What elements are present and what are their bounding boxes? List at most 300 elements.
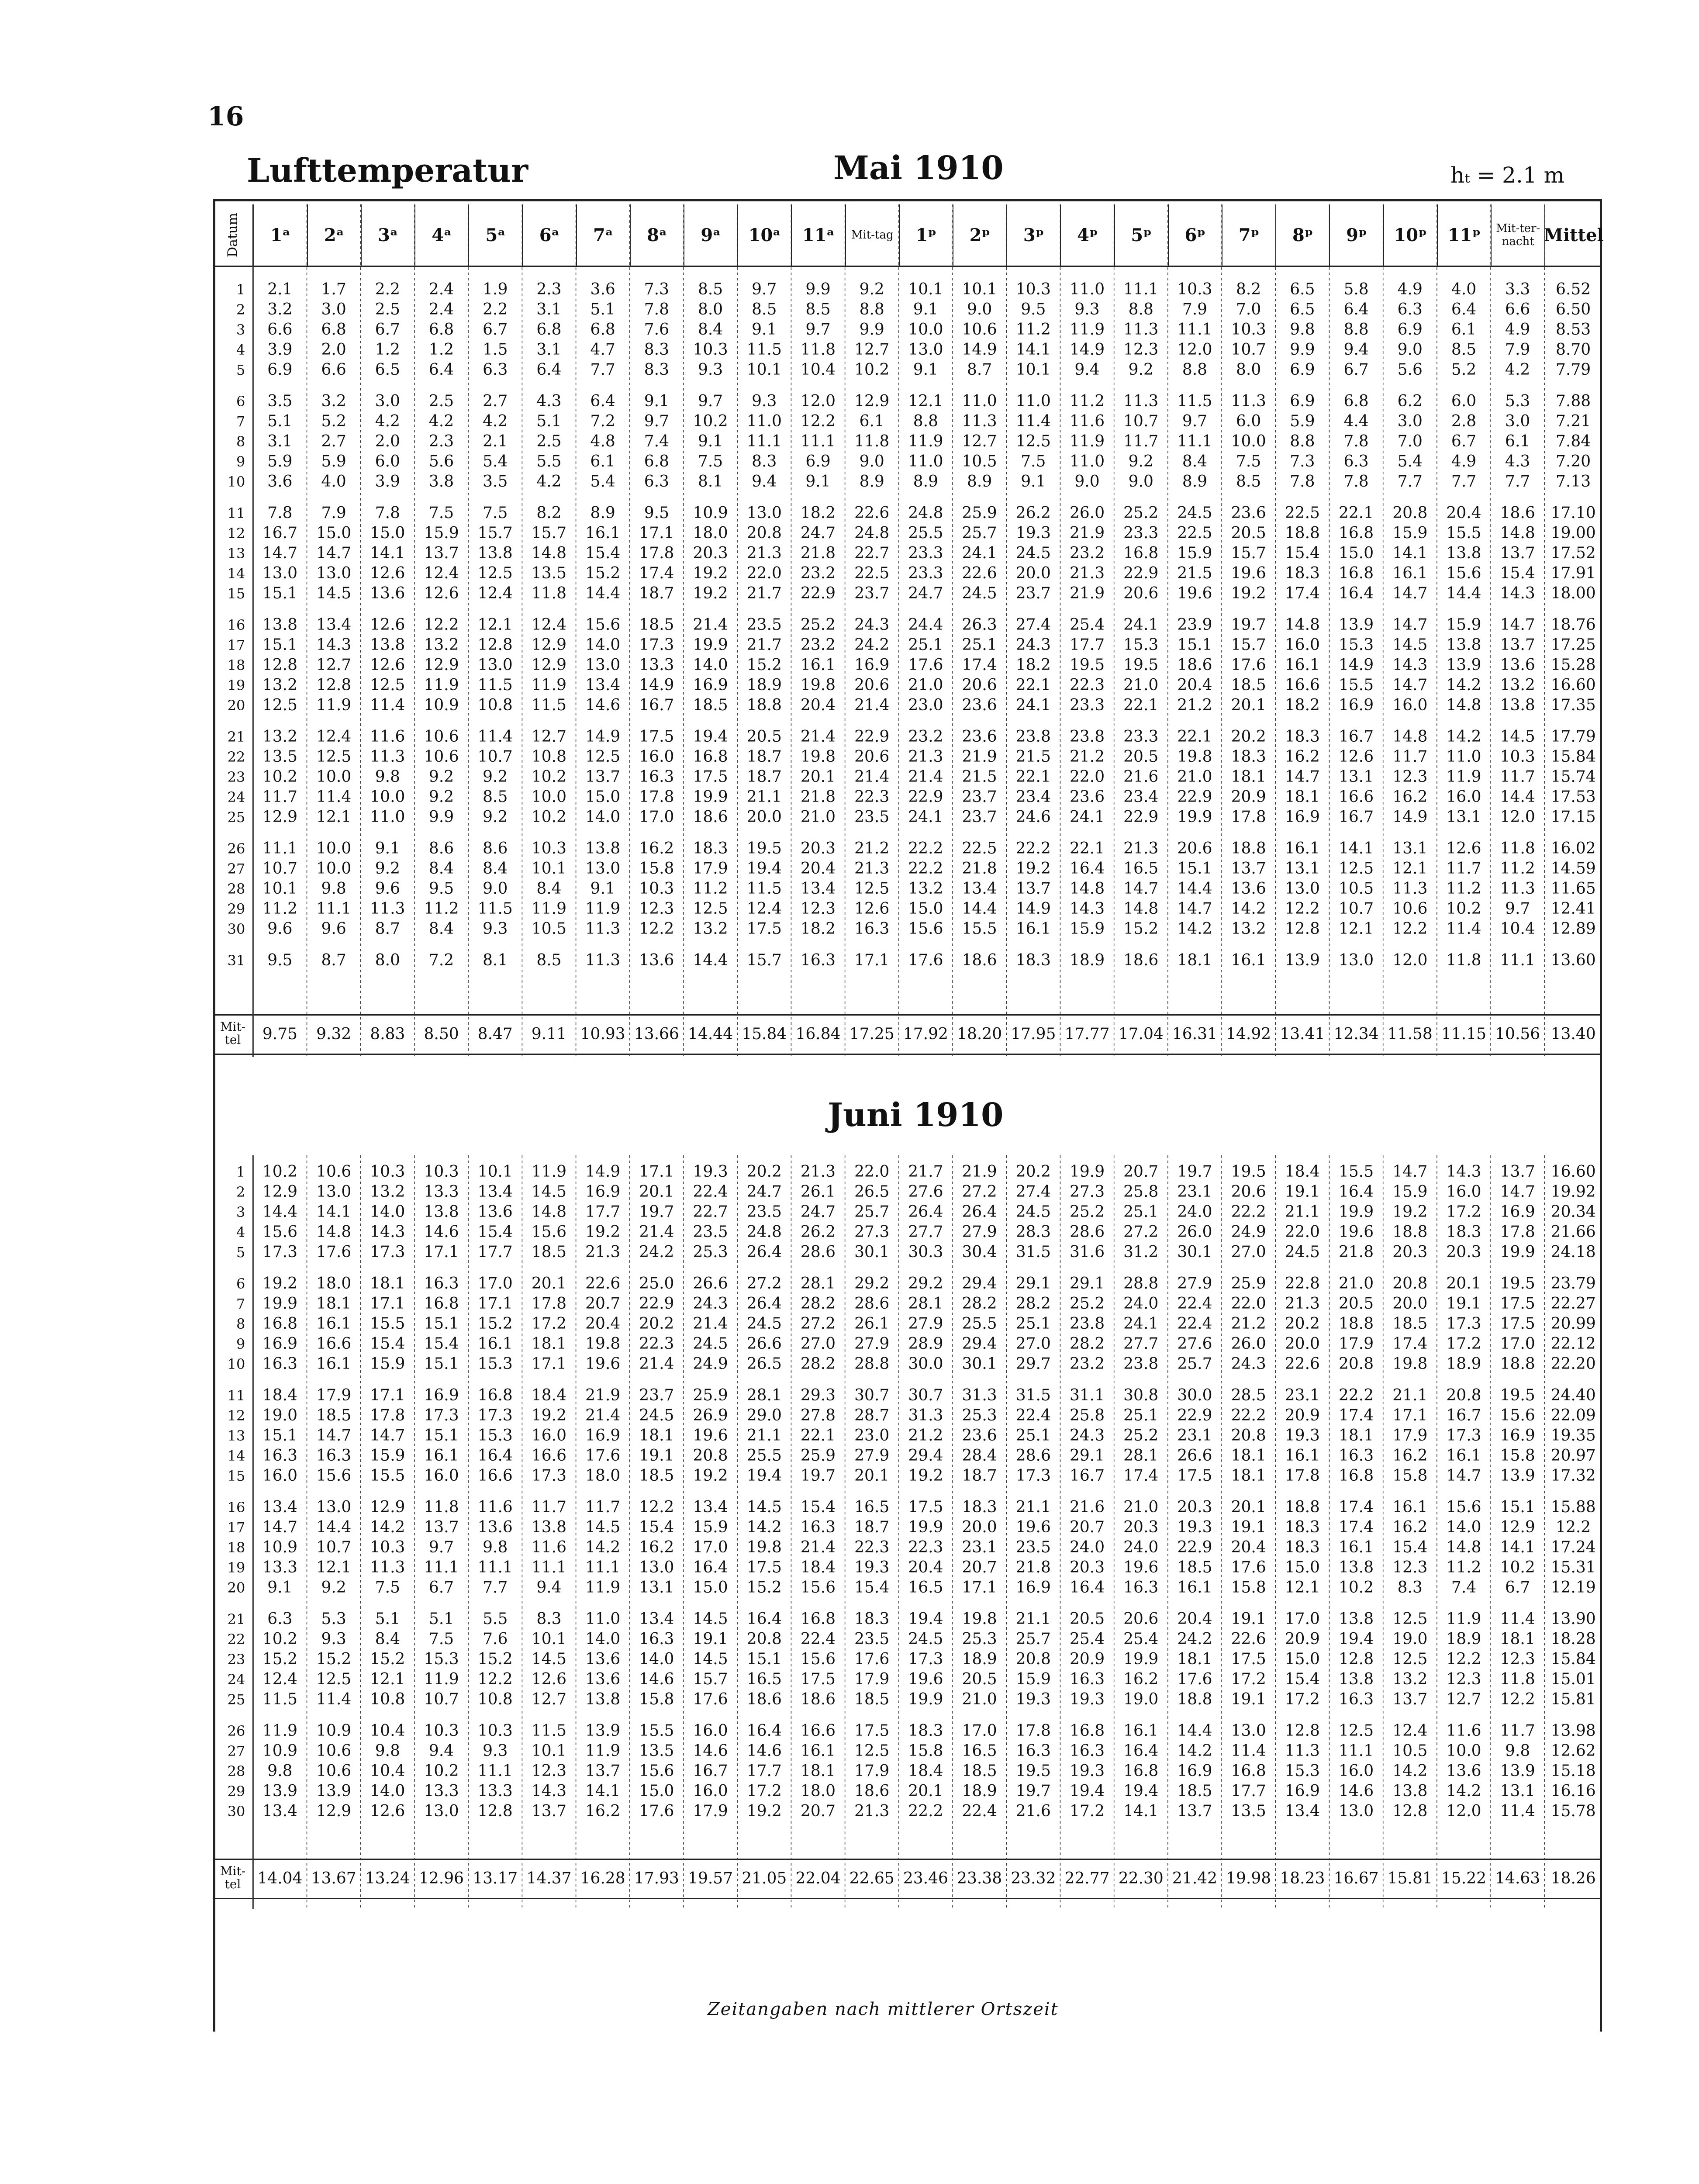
value-cell: 6.9 (805, 453, 831, 470)
value-cell: 7.8 (267, 504, 293, 522)
value-cell: 16.4 (477, 1447, 513, 1465)
value-cell: 21.3 (854, 860, 890, 878)
table-row (213, 1314, 1602, 1334)
value-cell: 31.3 (908, 1406, 943, 1424)
value-cell: 12.4 (531, 616, 567, 634)
value-cell: 2.3 (428, 432, 454, 450)
value-cell: 11.3 (370, 900, 405, 918)
value-cell: 23.5 (1015, 1538, 1051, 1556)
value-cell: 6.6 (321, 361, 346, 379)
value-cell: 11.5 (531, 696, 567, 714)
value-cell: 25.0 (639, 1275, 674, 1292)
value-cell: 21.0 (1123, 676, 1159, 694)
value-cell: 21.4 (693, 1315, 728, 1333)
value-cell: 12.2 (639, 1498, 674, 1516)
value-cell: 12.4 (746, 900, 782, 918)
value-cell: 16.6 (316, 1335, 352, 1353)
value-cell: 24.5 (962, 584, 997, 602)
value-cell: 16.8 (1338, 564, 1374, 582)
value-cell: 15.81 (1551, 1690, 1596, 1708)
mean-cell: 22.77 (1064, 1870, 1110, 1887)
value-cell: 15.2 (1123, 920, 1159, 938)
value-cell: 16.9 (854, 656, 890, 674)
value-cell: 14.2 (1177, 920, 1212, 938)
value-cell: 9.1 (752, 321, 777, 339)
value-cell: 13.1 (1446, 808, 1481, 826)
value-cell: 3.0 (321, 301, 346, 318)
value-cell: 12.2 (477, 1670, 513, 1688)
header-col-25: Mittel (1544, 204, 1602, 266)
day-cell: 11 (227, 505, 245, 522)
mean-cell: 22.65 (849, 1870, 894, 1887)
value-cell: 16.9 (1500, 1427, 1535, 1444)
value-cell: 14.1 (316, 1203, 352, 1221)
value-cell: 9.8 (375, 768, 400, 786)
value-cell: 6.3 (483, 361, 508, 379)
value-cell: 15.0 (370, 524, 405, 542)
mean-cell: 17.77 (1064, 1025, 1110, 1043)
value-cell: 16.9 (585, 1183, 621, 1201)
value-cell: 14.0 (370, 1782, 405, 1800)
header-col-23: 11ᵖ (1437, 204, 1491, 266)
value-cell: 27.2 (800, 1315, 836, 1333)
value-cell: 26.0 (1231, 1335, 1266, 1353)
value-cell: 22.6 (585, 1275, 621, 1292)
value-cell: 7.4 (1451, 1579, 1477, 1597)
value-cell: 11.2 (1500, 860, 1535, 878)
value-cell: 19.3 (1015, 524, 1051, 542)
value-cell: 18.1 (1285, 788, 1320, 806)
value-cell: 3.5 (483, 473, 508, 491)
value-cell: 16.2 (1392, 1447, 1428, 1465)
value-cell: 8.5 (483, 788, 508, 806)
value-cell: 16.8 (1231, 1762, 1266, 1780)
value-cell: 2.1 (483, 432, 508, 450)
mean-cell: 10.56 (1495, 1025, 1540, 1043)
value-cell: 14.8 (1285, 616, 1320, 634)
value-cell: 12.8 (1338, 1650, 1374, 1668)
value-cell: 16.0 (424, 1467, 459, 1485)
value-cell: 24.9 (1231, 1223, 1266, 1241)
table-row (213, 635, 1602, 655)
value-cell: 18.2 (1285, 696, 1320, 714)
value-cell: 12.89 (1551, 920, 1596, 938)
value-cell: 9.2 (483, 768, 508, 786)
value-cell: 17.0 (477, 1275, 513, 1292)
value-cell: 13.8 (262, 616, 297, 634)
value-cell: 29.0 (746, 1406, 782, 1424)
value-cell: 19.6 (693, 1427, 728, 1444)
value-cell: 13.0 (316, 1498, 352, 1516)
value-cell: 18.6 (1177, 656, 1212, 674)
value-cell: 19.2 (693, 584, 728, 602)
value-cell: 24.7 (800, 524, 836, 542)
value-cell: 12.8 (477, 636, 513, 654)
value-cell: 16.0 (1392, 696, 1428, 714)
header-col-15: 3ᵖ (1006, 204, 1060, 266)
value-cell: 28.1 (800, 1275, 836, 1292)
value-cell: 8.4 (536, 880, 562, 898)
value-cell: 20.9 (1231, 788, 1266, 806)
value-cell: 4.2 (536, 473, 562, 491)
value-cell: 11.6 (531, 1538, 567, 1556)
value-cell: 11.4 (1500, 1610, 1535, 1628)
value-cell: 12.9 (424, 656, 459, 674)
value-cell: 22.3 (639, 1335, 674, 1353)
day-cell: 25 (227, 1691, 245, 1708)
value-cell: 10.2 (262, 768, 297, 786)
value-cell: 10.0 (908, 321, 943, 339)
value-cell: 15.7 (531, 524, 567, 542)
table-row (213, 1274, 1602, 1294)
value-cell: 17.1 (639, 524, 674, 542)
value-cell: 20.0 (1392, 1295, 1428, 1313)
value-cell: 16.1 (1338, 1538, 1374, 1556)
value-cell: 17.3 (531, 1467, 567, 1485)
value-cell: 20.99 (1551, 1315, 1596, 1333)
value-cell: 19.2 (693, 564, 728, 582)
value-cell: 19.1 (1231, 1518, 1266, 1536)
value-cell: 12.5 (316, 1670, 352, 1688)
value-cell: 25.7 (1177, 1355, 1212, 1373)
value-cell: 1.5 (483, 341, 508, 359)
value-cell: 2.7 (321, 432, 346, 450)
value-cell: 19.1 (1446, 1295, 1481, 1313)
value-cell: 13.9 (262, 1782, 297, 1800)
value-cell: 20.6 (1123, 584, 1159, 602)
value-cell: 9.0 (1074, 473, 1100, 491)
value-cell: 25.5 (908, 524, 943, 542)
value-cell: 6.9 (1290, 361, 1315, 379)
value-cell: 19.1 (693, 1630, 728, 1648)
mean-cell: 23.32 (1011, 1870, 1056, 1887)
value-cell: 21.0 (1338, 1275, 1374, 1292)
value-cell: 12.6 (370, 656, 405, 674)
table-row (213, 727, 1602, 747)
value-cell: 27.6 (1177, 1335, 1212, 1353)
value-cell: 23.5 (854, 808, 890, 826)
value-cell: 12.2 (1285, 900, 1320, 918)
value-cell: 12.5 (262, 696, 297, 714)
value-cell: 14.4 (1177, 1722, 1212, 1740)
mean-cell: 22.04 (795, 1870, 841, 1887)
value-cell: 18.6 (746, 1690, 782, 1708)
value-cell: 10.8 (531, 748, 567, 766)
value-cell: 11.7 (1500, 1722, 1535, 1740)
day-cell: 8 (236, 1316, 245, 1332)
value-cell: 17.8 (1015, 1722, 1051, 1740)
value-cell: 18.4 (262, 1386, 297, 1404)
value-cell: 11.8 (1500, 1670, 1535, 1688)
value-cell: 13.0 (424, 1802, 459, 1820)
value-cell: 14.7 (1392, 676, 1428, 694)
value-cell: 27.3 (854, 1223, 890, 1241)
value-cell: 21.1 (1015, 1498, 1051, 1516)
value-cell: 6.0 (1451, 392, 1477, 410)
value-cell: 13.8 (1338, 1670, 1374, 1688)
value-cell: 19.9 (1123, 1650, 1159, 1668)
value-cell: 13.0 (316, 1183, 352, 1201)
value-cell: 16.9 (1285, 808, 1320, 826)
value-cell: 13.6 (477, 1203, 513, 1221)
value-cell: 17.2 (1285, 1690, 1320, 1708)
value-cell: 8.8 (859, 301, 884, 318)
value-cell: 24.3 (854, 616, 890, 634)
value-cell: 27.3 (1069, 1183, 1105, 1201)
value-cell: 12.4 (1392, 1722, 1428, 1740)
value-cell: 18.9 (962, 1650, 997, 1668)
value-cell: 14.7 (262, 1518, 297, 1536)
value-cell: 14.4 (693, 951, 728, 969)
value-cell: 18.3 (1285, 1518, 1320, 1536)
header-col-24: Mit-ter-nacht (1491, 204, 1544, 266)
value-cell: 11.1 (531, 1559, 567, 1576)
value-cell: 11.2 (262, 900, 297, 918)
value-cell: 22.9 (639, 1295, 674, 1313)
value-cell: 6.4 (590, 392, 615, 410)
value-cell: 13.3 (424, 1183, 459, 1201)
value-cell: 6.1 (1451, 321, 1477, 339)
mean-cell: 13.66 (634, 1025, 679, 1043)
value-cell: 18.9 (962, 1782, 997, 1800)
value-cell: 13.4 (477, 1183, 513, 1201)
value-cell: 15.5 (1338, 676, 1374, 694)
value-cell: 20.3 (1123, 1518, 1159, 1536)
value-cell: 15.3 (477, 1427, 513, 1444)
value-cell: 16.3 (1015, 1742, 1051, 1760)
mean-cell: 21.42 (1172, 1870, 1217, 1887)
value-cell: 12.3 (1446, 1670, 1481, 1688)
header-col-22: 10ᵖ (1383, 204, 1437, 266)
value-cell: 14.6 (693, 1742, 728, 1760)
value-cell: 14.3 (1446, 1163, 1481, 1181)
value-cell: 6.1 (1505, 432, 1530, 450)
value-cell: 15.1 (424, 1355, 459, 1373)
day-cell: 14 (227, 565, 245, 582)
value-cell: 24.9 (693, 1355, 728, 1373)
value-cell: 13.0 (477, 656, 513, 674)
table-row (213, 879, 1602, 899)
value-cell: 15.2 (477, 1315, 513, 1333)
value-cell: 12.3 (1123, 341, 1159, 359)
value-cell: 29.1 (1015, 1275, 1051, 1292)
value-cell: 12.1 (477, 616, 513, 634)
value-cell: 7.13 (1556, 473, 1591, 491)
value-cell: 11.65 (1551, 880, 1596, 898)
value-cell: 20.0 (962, 1518, 997, 1536)
value-cell: 18.4 (908, 1762, 943, 1780)
value-cell: 26.2 (800, 1223, 836, 1241)
value-cell: 19.1 (1231, 1690, 1266, 1708)
value-cell: 30.0 (908, 1355, 943, 1373)
value-cell: 17.2 (746, 1782, 782, 1800)
value-cell: 1.2 (428, 341, 454, 359)
value-cell: 10.6 (316, 1762, 352, 1780)
value-cell: 14.7 (316, 544, 352, 562)
value-cell: 14.2 (1446, 728, 1481, 746)
value-cell: 17.3 (1446, 1315, 1481, 1333)
value-cell: 11.9 (262, 1722, 297, 1740)
value-cell: 22.4 (693, 1183, 728, 1201)
day-cell: 27 (227, 1743, 245, 1759)
value-cell: 10.3 (1500, 748, 1535, 766)
table-row (213, 695, 1602, 715)
value-cell: 13.6 (585, 1670, 621, 1688)
value-cell: 12.4 (316, 728, 352, 746)
value-cell: 13.7 (1392, 1690, 1428, 1708)
value-cell: 16.8 (1338, 524, 1374, 542)
month-title-mai: Mai 1910 (833, 149, 1004, 187)
value-cell: 16.0 (693, 1722, 728, 1740)
value-cell: 15.3 (477, 1355, 513, 1373)
value-cell: 24.5 (908, 1630, 943, 1648)
value-cell: 11.5 (477, 900, 513, 918)
value-cell: 27.4 (1015, 1183, 1051, 1201)
mean-cell: 16.28 (580, 1870, 625, 1887)
value-cell: 16.1 (1285, 840, 1320, 857)
table-row (213, 950, 1602, 971)
value-cell: 11.8 (1500, 840, 1535, 857)
value-cell: 7.7 (590, 361, 615, 379)
value-cell: 7.7 (1397, 473, 1423, 491)
value-cell: 12.5 (477, 564, 513, 582)
value-cell: 18.3 (1015, 951, 1051, 969)
value-cell: 13.8 (585, 840, 621, 857)
value-cell: 14.5 (746, 1498, 782, 1516)
value-cell: 11.3 (585, 951, 621, 969)
day-cell: 8 (236, 433, 245, 450)
value-cell: 9.4 (1074, 361, 1100, 379)
value-cell: 15.4 (1500, 564, 1535, 582)
value-cell: 15.0 (639, 1782, 674, 1800)
value-cell: 17.3 (477, 1406, 513, 1424)
value-cell: 23.7 (962, 808, 997, 826)
value-cell: 12.2 (639, 920, 674, 938)
mean-cell: 8.47 (477, 1025, 513, 1043)
value-cell: 19.2 (746, 1802, 782, 1820)
value-cell: 3.9 (375, 473, 400, 491)
value-cell: 8.4 (428, 920, 454, 938)
value-cell: 5.6 (1397, 361, 1423, 379)
value-cell: 15.3 (1338, 636, 1374, 654)
value-cell: 20.8 (1231, 1427, 1266, 1444)
value-cell: 7.84 (1556, 432, 1591, 450)
mean-cell: 13.67 (311, 1870, 356, 1887)
value-cell: 7.3 (644, 280, 670, 298)
value-cell: 18.2 (1015, 656, 1051, 674)
value-cell: 15.3 (1285, 1762, 1320, 1780)
header-col-3: 3ᵃ (361, 204, 414, 266)
value-cell: 18.7 (854, 1518, 890, 1536)
value-cell: 17.7 (585, 1203, 621, 1221)
value-cell: 19.3 (1069, 1762, 1105, 1780)
table-row (213, 563, 1602, 584)
value-cell: 13.2 (693, 920, 728, 938)
value-cell: 24.1 (1123, 616, 1159, 634)
value-cell: 12.6 (370, 1802, 405, 1820)
value-cell: 14.3 (1392, 656, 1428, 674)
value-cell: 16.3 (800, 1518, 836, 1536)
value-cell: 8.1 (698, 473, 723, 491)
value-cell: 6.2 (1397, 392, 1423, 410)
value-cell: 9.3 (752, 392, 777, 410)
value-cell: 13.2 (370, 1183, 405, 1201)
value-cell: 13.5 (639, 1742, 674, 1760)
value-cell: 17.2 (1446, 1203, 1481, 1221)
value-cell: 9.7 (1505, 900, 1530, 918)
value-cell: 22.4 (1177, 1315, 1212, 1333)
value-cell: 18.1 (1177, 951, 1212, 969)
value-cell: 11.7 (531, 1498, 567, 1516)
table-row (213, 543, 1602, 563)
value-cell: 4.3 (1505, 453, 1530, 470)
value-cell: 23.3 (908, 564, 943, 582)
value-cell: 7.0 (1236, 301, 1261, 318)
value-cell: 15.8 (1392, 1467, 1428, 1485)
value-cell: 5.4 (483, 453, 508, 470)
value-cell: 19.0 (1123, 1690, 1159, 1708)
value-cell: 12.8 (1285, 1722, 1320, 1740)
value-cell: 15.6 (531, 1223, 567, 1241)
value-cell: 22.0 (1231, 1295, 1266, 1313)
value-cell: 10.7 (424, 1690, 459, 1708)
value-cell: 11.2 (1015, 321, 1051, 339)
value-cell: 23.7 (962, 788, 997, 806)
value-cell: 31.1 (1069, 1386, 1105, 1404)
value-cell: 14.5 (316, 584, 352, 602)
value-cell: 25.5 (962, 1315, 997, 1333)
value-cell: 21.1 (746, 788, 782, 806)
value-cell: 20.7 (800, 1802, 836, 1820)
value-cell: 16.9 (693, 676, 728, 694)
mean-cell: 8.83 (370, 1025, 405, 1043)
value-cell: 19.2 (1231, 584, 1266, 602)
value-cell: 21.7 (746, 636, 782, 654)
value-cell: 17.25 (1551, 636, 1596, 654)
value-cell: 17.4 (1338, 1406, 1374, 1424)
value-cell: 16.2 (1123, 1670, 1159, 1688)
value-cell: 14.8 (316, 1223, 352, 1241)
value-cell: 11.0 (1069, 453, 1105, 470)
value-cell: 10.3 (639, 880, 674, 898)
mean-cell: 9.75 (262, 1025, 297, 1043)
value-cell: 10.0 (1231, 432, 1266, 450)
value-cell: 27.9 (854, 1447, 890, 1465)
value-cell: 16.8 (1069, 1722, 1105, 1740)
value-cell: 10.2 (1446, 900, 1481, 918)
value-cell: 30.3 (908, 1243, 943, 1261)
value-cell: 13.0 (1285, 880, 1320, 898)
value-cell: 24.8 (908, 504, 943, 522)
value-cell: 23.4 (1015, 788, 1051, 806)
value-cell: 10.1 (746, 361, 782, 379)
value-cell: 15.1 (1177, 636, 1212, 654)
value-cell: 11.3 (1392, 880, 1428, 898)
value-cell: 14.9 (639, 676, 674, 694)
mean-cell: 17.04 (1118, 1025, 1164, 1043)
value-cell: 17.3 (1015, 1467, 1051, 1485)
value-cell: 13.2 (908, 880, 943, 898)
value-cell: 12.5 (370, 676, 405, 694)
value-cell: 28.8 (1123, 1275, 1159, 1292)
value-cell: 28.8 (854, 1355, 890, 1373)
value-cell: 16.9 (1500, 1203, 1535, 1221)
value-cell: 11.9 (908, 432, 943, 450)
value-cell: 18.1 (1231, 768, 1266, 786)
value-cell: 13.7 (424, 544, 459, 562)
value-cell: 3.1 (267, 432, 293, 450)
value-cell: 3.0 (1397, 412, 1423, 430)
